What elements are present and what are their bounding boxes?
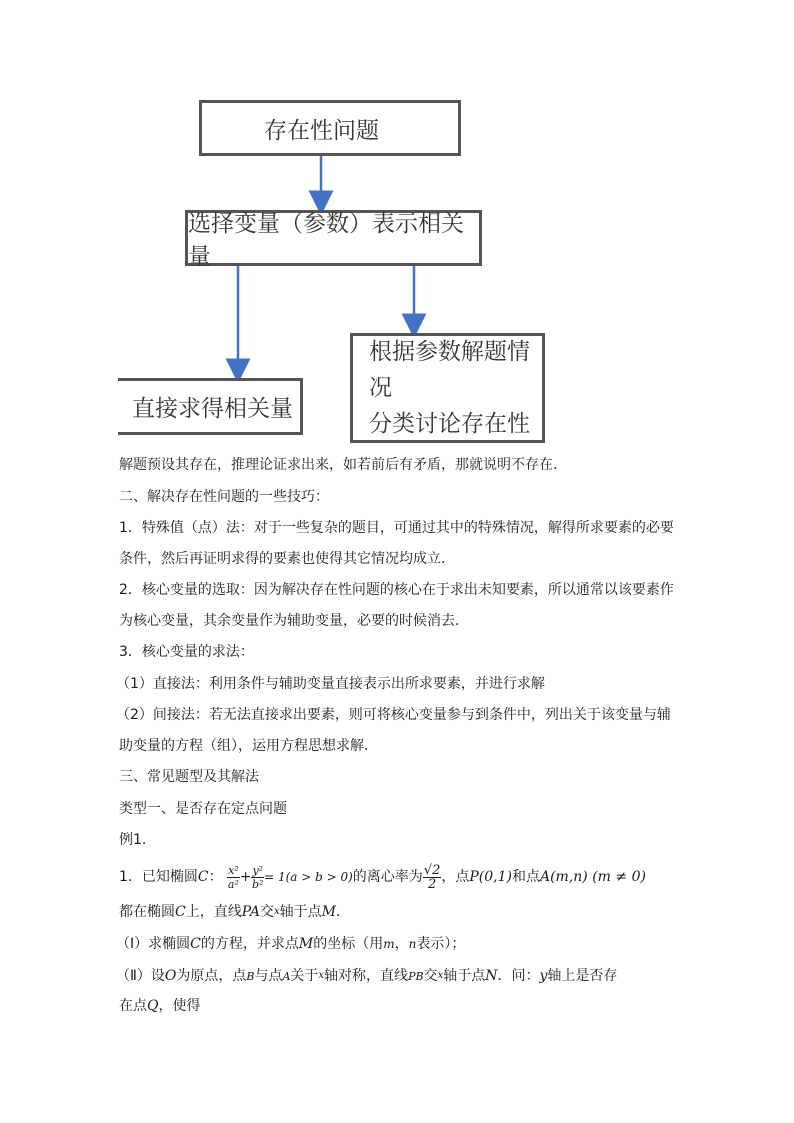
math-N: N [485, 968, 498, 984]
math-y: y [539, 968, 548, 984]
question-2 [116, 966, 617, 987]
math-m: m [383, 937, 395, 951]
math-PB: PB [408, 970, 424, 983]
and-text: 和点 [511, 869, 540, 885]
math-x: x [273, 906, 280, 917]
math-Q: Q [147, 998, 159, 1014]
type1-heading: 类型一、是否存在定点问题 [119, 801, 287, 817]
text: ， [394, 936, 409, 952]
tip2-line2: 为核心变量，其余变量作为辅助变量，必要的时候消去． [119, 613, 469, 629]
math-M: M [321, 904, 336, 920]
tip1-line1: 1．特殊值（点）法：对于一些复杂的题目，可通过其中的特殊情况，解得所求要素的必要 [119, 520, 674, 536]
flow-box-parameter-line2: 分类讨论存在性 [369, 411, 530, 437]
frac-num: y² [252, 863, 264, 877]
math-C: C [175, 904, 186, 920]
flow-box-choose-variable [185, 210, 482, 270]
math-PA: PA [241, 904, 260, 920]
text: 轴于点 [279, 904, 322, 920]
math-O: O [164, 968, 177, 984]
text: 与点 [254, 968, 283, 984]
text: 的方程，并求点 [200, 936, 299, 952]
fraction-sqrt2-2 [423, 864, 442, 891]
section2-heading: 二、解决存在性问题的一些技巧： [119, 489, 329, 505]
flow-box-direct-label: 直接求得相关量 [132, 396, 293, 422]
frac-den: 2 [427, 876, 437, 892]
math-x: x [318, 970, 325, 981]
fraction-x2-a2 [227, 864, 240, 891]
frac-num: x² [228, 863, 239, 877]
frac-num: √2 [423, 862, 441, 878]
text: ． [335, 904, 350, 920]
plus-sign: + [239, 869, 252, 885]
equation-rhs: = 1(a > b > 0) [264, 870, 353, 884]
flow-box-parameter [350, 333, 545, 443]
text: 轴对称，直线 [324, 968, 409, 984]
flow-box-existence-label: 存在性问题 [264, 117, 379, 144]
colon: ： [208, 869, 223, 885]
point-A: A(m,n) (m ≠ 0) [539, 869, 646, 885]
point-text: ，点 [441, 869, 470, 885]
math-B: B [246, 970, 255, 983]
text: ．问： [497, 968, 540, 984]
problem-line2 [119, 902, 350, 922]
text: 为原点，点 [176, 968, 247, 984]
math-C: C [197, 869, 209, 885]
math-A: A [282, 970, 291, 983]
point-P: P(0,1) [469, 869, 512, 885]
eccentricity-text: 的离心率为 [352, 869, 423, 885]
text: 交 [259, 904, 274, 920]
text: 表示）； [416, 936, 466, 952]
example-label: 例1． [119, 832, 156, 848]
tip1-line2: 条件，然后再证明求得的要素也使得其它情况均成立． [119, 551, 455, 567]
tip3-heading: 3．核心变量的求法： [119, 644, 254, 660]
text: 在点 [119, 998, 147, 1014]
text: 轴于点 [443, 968, 486, 984]
tip3-direct: （1）直接法：利用条件与辅助变量直接表示出所求要素，并进行求解 [116, 676, 545, 692]
text: 轴上是否存 [547, 968, 618, 984]
problem-prefix: 1．已知椭圆 [119, 869, 198, 885]
text: 关于 [290, 968, 319, 984]
text: 的坐标（用 [313, 936, 384, 952]
text: 交 [423, 968, 438, 984]
math-M: M [298, 936, 314, 952]
frac-den: b² [252, 877, 264, 891]
text: 都在椭圆 [119, 904, 175, 920]
problem-line1 [119, 862, 646, 892]
question-2-cont [119, 996, 200, 1016]
tip3-indirect-line2: 助变量的方程（组），运用方程思想求解． [119, 738, 378, 754]
tip3-indirect-line1: （2）间接法：若无法直接求出要素，则可将核心变量参与到条件中，列出关于该变量与辅 [116, 707, 671, 723]
tip2-line1: 2．核心变量的选取：因为解决存在性问题的核心在于求出未知要素，所以通常以该要素作 [119, 582, 674, 598]
text: ，使得 [158, 998, 201, 1014]
flow-box-direct [118, 378, 303, 435]
frac-den: a² [227, 877, 239, 891]
text: 上，直线 [185, 904, 242, 920]
question-1 [116, 934, 465, 954]
section3-heading: 三、常见题型及其解法 [119, 769, 259, 785]
math-n: n [408, 937, 417, 951]
flow-box-choose-variable-label: 选择变量（参数）表示相关量 [188, 211, 464, 270]
math-C: C [190, 936, 201, 952]
math-x: x [437, 970, 444, 981]
summary-line: 解题预设其存在，推理论证求出来，如若前后有矛盾，那就说明不存在． [119, 457, 567, 473]
flow-box-parameter-line1: 根据参数解题情况 [369, 339, 530, 401]
text: （Ⅰ）求椭圆 [116, 936, 191, 952]
text: （Ⅱ）设 [116, 968, 165, 984]
fraction-y2-b2 [251, 864, 264, 891]
flow-box-existence [199, 100, 461, 156]
